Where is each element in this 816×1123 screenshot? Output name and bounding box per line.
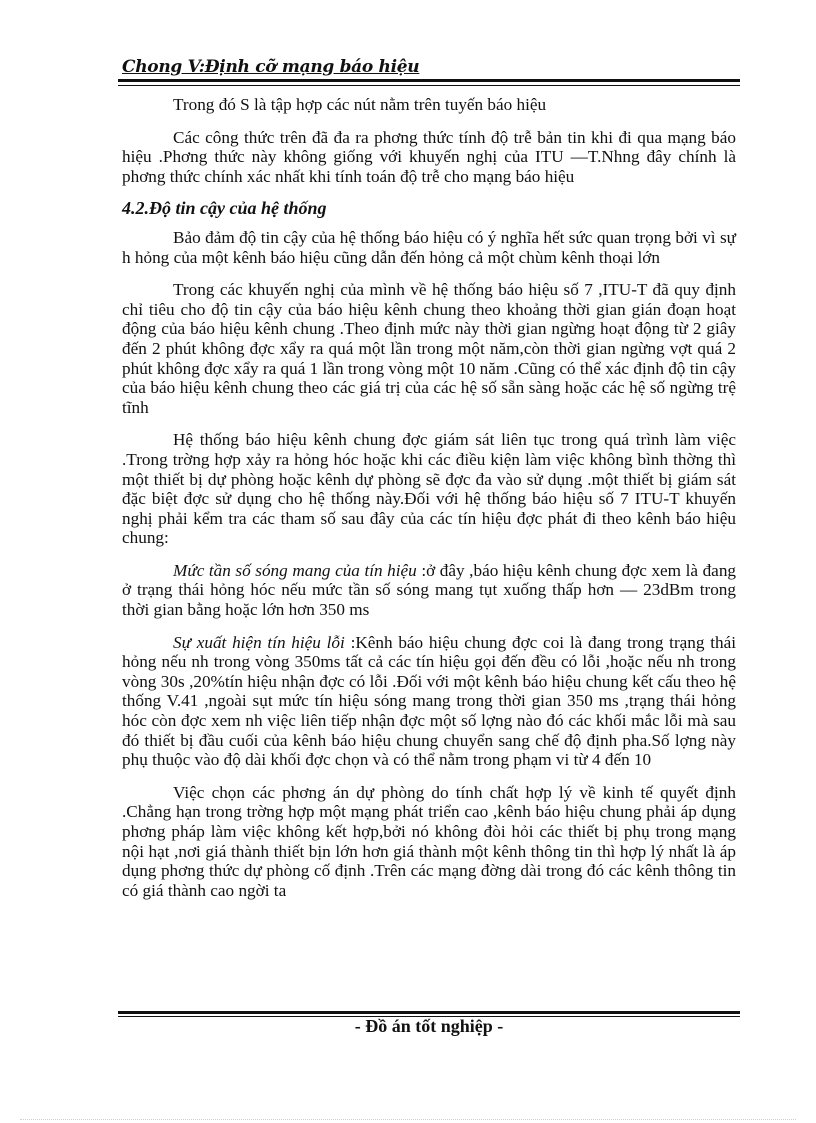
header-rule-thick [118,79,740,82]
footer-rule-thick [118,1011,740,1014]
section-heading: 4.2.Độ tin cậy của hệ thống [122,198,327,219]
paragraph: Trong đó S là tập hợp các nút nằm trên tuyến báo hiệu [173,95,547,114]
document-body [122,95,736,913]
page-header: Chong V:Định cỡ mạng báo hiệu [122,57,420,77]
paragraph: Việc chọn các phơng án dự phòng do tính chất hợp lý về kinh tế quyết định .Chẳng hạn trong trờng hợp một mạng phát triển cao ,kênh báo hiệu chung phải áp dụng phơng pháp làm việc không kết hợp,bởi nó không đòi hỏi các thiết bị phụ trong mạng nội hạt ,nơi giá thành thiết bịn lớn hơn giá thành một kênh thông tin thì hợp lý nhất là áp dụng phơng thức dự phòng cố định .Trên các mạng đờng dài trong đó các kênh thông tin có giá thành cao ngời ta [122,782,736,900]
paragraph-text: :ở đây ,báo hiệu kênh chung đợc xem là đang ở trạng thái hỏng hóc nếu mức tần số sóng mang tụt xuống thấp hơn — 23dBm trong thời gian bằng hoặc lớn hơn 350 ms [122,560,737,620]
paragraph [122,633,736,770]
paragraph: Trong các khuyến nghị của mình về hệ thống báo hiệu số 7 ,ITU-T đã quy định chỉ tiêu cho độ tin cậy của báo hiệu kênh chung theo khoảng thời gian gián đoạn hoạt động của báo hiệu kênh chung .Theo định mức này thời gian ngừng hoạt động từ 2 giây đến 2 phút không đợc xẩy ra quá một lần trong một năm,còn thời gian ngừng vợt quá 2 phút không đợc xẩy ra quá 1 lần trong vòng một 10 năm .Cũng có thể xác định độ tin cậy của báo hiệu kênh chung theo các giá trị của các hệ số sẵn sàng hoặc các hệ số ngừng trệ tĩnh [122,280,736,417]
paragraph: Hệ thống báo hiệu kênh chung đợc giám sát liên tục trong quá trình làm việc .Trong trờng hợp xảy ra hỏng hóc hoặc khi các điều kiện làm việc không bình thờng thì một thiết bị dự phòng hoặc kênh dự phòng sẽ đợc đa vào sử dụng .một thiết bị giám sát đặc biệt đợc sử dụng cho hệ thống này.Đối với hệ thống báo hiệu số 7 ITU-T khuyến nghị phải kểm tra các tham số sau đây của các tín hiệu đợc phát đi theo kênh báo hiệu chung: [122,430,736,548]
page-footer: - Đồ án tốt nghiệp - [354,1016,504,1036]
page-edge-dotted-line [20,1119,796,1120]
paragraph: Bảo đảm độ tin cậy của hệ thống báo hiệu có ý nghĩa hết sức quan trọng bởi vì sự h hỏng của một kênh báo hiệu cũng dẫn đến hỏng cả một chùm kênh thoại lớn [122,227,736,267]
term-carrier-level: Mức tần số sóng mang của tín hiệu [173,560,417,580]
paragraph-text: :Kênh báo hiệu chung đợc coi là đang trong trạng thái hỏng nếu nh trong vòng 350ms tất cả các tín hiệu gọi đến đều có lỗi ,hoặc nếu nh trong vòng 30s ,20%tín hiệu nhận đợc có lỗi .Đối với một kênh báo hiệu chung kết cấu theo hệ thống V.41 ,ngoài sụt mức tín hiệu sóng mang trong thời gian 350 ms ,trạng thái hỏng hóc còn đợc xem nh việc liên tiếp nhận đợc một số lợng nào đó các khối mắc lỗi mà sau đó thiết bị đầu cuối của kênh báo hiệu chung chuyển sang chế độ định pha.Số lợng này phụ thuộc vào độ dài khối đợc chọn và có thể nằm trong phạm vi từ 4 đến 10 [122,632,737,770]
header-rule-thin [118,85,740,86]
term-error-signal: Sự xuất hiện tín hiệu lỗi [173,632,345,652]
paragraph [122,561,736,620]
paragraph: Các công thức trên đã đa ra phơng thức tính độ trễ bản tin khi đi qua mạng báo hiệu .Phơng thức này không giống với khuyến nghị của ITU —T.Nhng đây chính là phơng thức chính xác nhất khi tính toán độ trễ cho mạng báo hiệu [122,127,736,186]
